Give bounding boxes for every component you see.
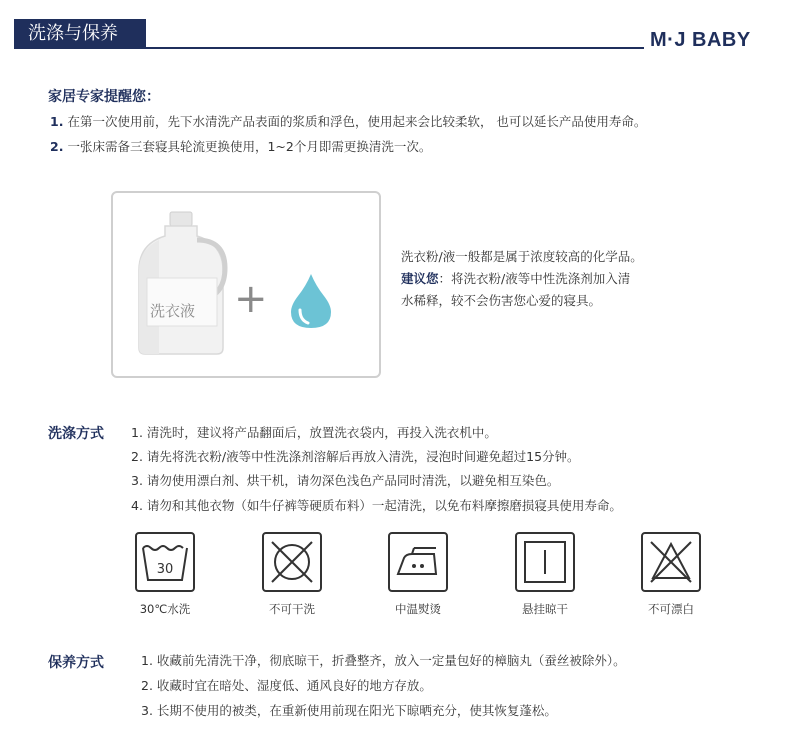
suggest-label: 建议您 xyxy=(401,271,439,286)
header-divider xyxy=(14,47,644,49)
wash-30-icon xyxy=(135,532,195,592)
maintenance-title: 保养方式 xyxy=(48,655,104,671)
care-label-bleach: 不可漂白 xyxy=(648,602,694,616)
tip-item-1 xyxy=(50,112,646,130)
brand-logo: M·J BABY xyxy=(650,29,751,51)
bottle-label: 洗衣液 xyxy=(150,302,196,320)
tip-number: 2. xyxy=(50,139,64,154)
care-label-iron: 中温熨烫 xyxy=(395,602,441,616)
tips-title: 家居专家提醒您： xyxy=(48,89,160,105)
section-header-tab: 洗涤与保养 xyxy=(14,19,146,49)
care-label-dryclean: 不可干洗 xyxy=(269,602,315,616)
water-drop-icon xyxy=(290,272,332,330)
washing-item-3: 3. 请勿使用漂白剂、烘干机，请勿深色浅色产品同时清洗，以避免相互染色。 xyxy=(131,473,560,488)
iron-medium-icon xyxy=(388,532,448,592)
tip-number: 1. xyxy=(50,114,64,129)
maintenance-item-1: 1. 收藏前先清洗干净，彻底晾干，折叠整齐，放入一定量包好的樟脑丸（蚕丝被除外）。 xyxy=(141,653,626,668)
suggest-text: ：将洗衣粉/液等中性洗涤剂加入清 xyxy=(438,271,631,286)
no-dry-clean-icon xyxy=(262,532,322,592)
washing-item-2: 2. 请先将洗衣粉/液等中性洗涤剂溶解后再放入清洗，浸泡时间避免超过15分钟。 xyxy=(131,449,580,464)
tip-text: 在第一次使用前，先下水清洗产品表面的浆质和浮色，使用起来会比较柔软， 也可以延长产品使用寿命。 xyxy=(67,114,647,129)
no-bleach-icon xyxy=(641,532,701,592)
washing-title: 洗涤方式 xyxy=(48,426,104,442)
care-label-hang: 悬挂晾干 xyxy=(522,602,568,616)
maintenance-item-2: 2. 收藏时宜在暗处、湿度低、通风良好的地方存放。 xyxy=(141,678,432,693)
washing-item-4: 4. 请勿和其他衣物（如牛仔裤等硬质布料）一起清洗，以免布料摩擦磨损寝具使用寿命。 xyxy=(131,498,622,513)
plus-symbol: + xyxy=(234,276,268,322)
detergent-note-1: 洗衣粉/液一般都是属于浓度较高的化学品。 xyxy=(401,249,643,264)
care-label-wash: 30℃水洗 xyxy=(139,602,191,616)
detergent-note-2 xyxy=(401,269,630,287)
tip-text: 一张床需备三套寝具轮流更换使用，1~2个月即需更换清洗一次。 xyxy=(67,139,432,154)
detergent-bottle-icon xyxy=(125,210,235,360)
hang-dry-icon xyxy=(515,532,575,592)
wash-temperature: 30 xyxy=(156,562,174,577)
detergent-note-3: 水稀释，较不会伤害您心爱的寝具。 xyxy=(401,293,602,308)
tip-item-2 xyxy=(50,137,431,155)
washing-item-1: 1. 清洗时，建议将产品翻面后，放置洗衣袋内，再投入洗衣机中。 xyxy=(131,425,497,440)
maintenance-item-3: 3. 长期不使用的被类，在重新使用前现在阳光下晾晒充分，使其恢复蓬松。 xyxy=(141,703,557,718)
